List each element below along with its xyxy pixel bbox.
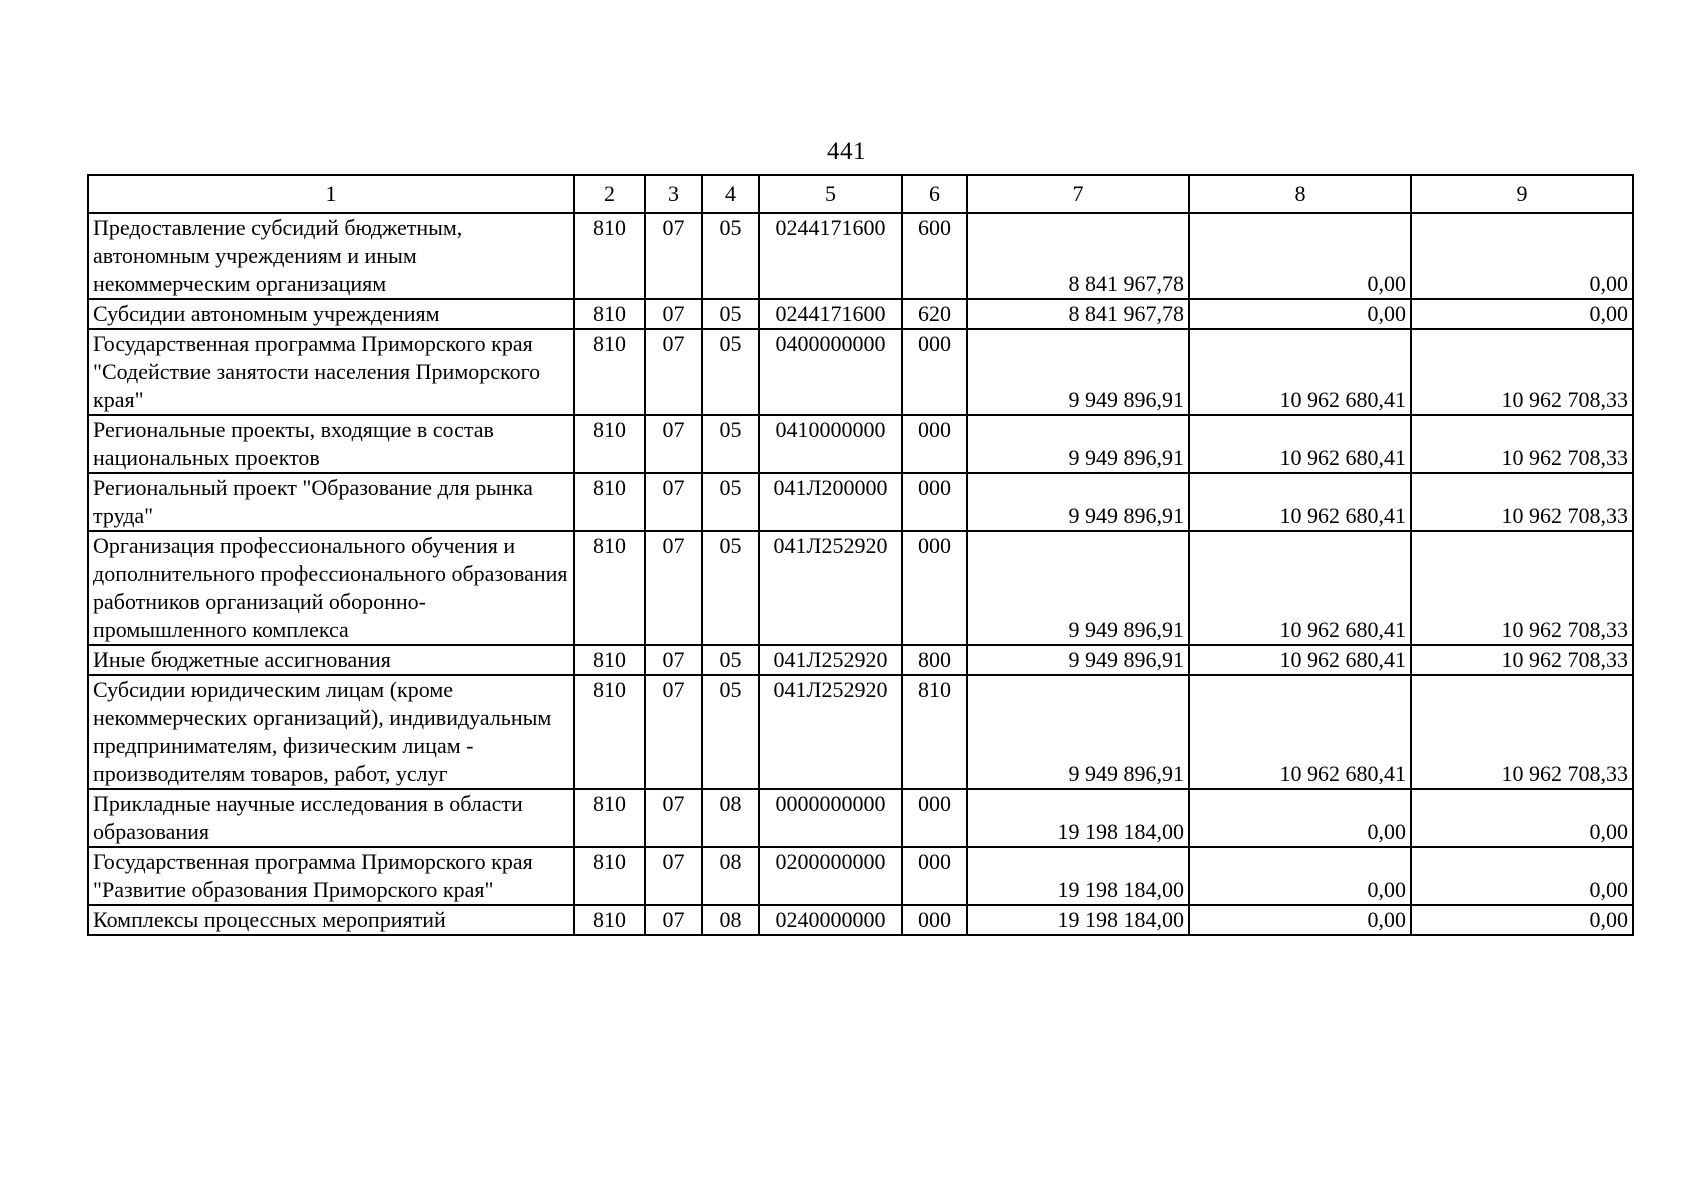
amount-cell: 9 949 896,91 <box>967 473 1189 531</box>
amount-cell: 9 949 896,91 <box>967 329 1189 415</box>
code-cell: 000 <box>902 847 967 905</box>
table-row <box>88 299 1633 329</box>
amount-cell: 10 962 708,33 <box>1411 531 1633 645</box>
amount-cell: 0,00 <box>1189 299 1411 329</box>
amount-cell: 10 962 680,41 <box>1189 415 1411 473</box>
code-cell: 05 <box>702 329 759 415</box>
code-cell: 05 <box>702 645 759 675</box>
code-cell: 810 <box>574 531 645 645</box>
table-row <box>88 415 1633 473</box>
amount-cell: 10 962 708,33 <box>1411 473 1633 531</box>
amount-cell: 10 962 680,41 <box>1189 473 1411 531</box>
code-cell: 08 <box>702 905 759 935</box>
table-row <box>88 473 1633 531</box>
row-name: Иные бюджетные ассигнования <box>88 645 574 675</box>
amount-cell: 19 198 184,00 <box>967 905 1189 935</box>
code-cell: 041Л252920 <box>759 531 902 645</box>
code-cell: 620 <box>902 299 967 329</box>
table-row <box>88 329 1633 415</box>
column-header: 4 <box>702 175 759 213</box>
amount-cell: 8 841 967,78 <box>967 213 1189 299</box>
amount-cell: 10 962 708,33 <box>1411 415 1633 473</box>
code-cell: 800 <box>902 645 967 675</box>
amount-cell: 19 198 184,00 <box>967 789 1189 847</box>
row-name: Прикладные научные исследования в области образования <box>88 789 574 847</box>
code-cell: 041Л252920 <box>759 645 902 675</box>
code-cell: 07 <box>645 415 702 473</box>
table-row <box>88 645 1633 675</box>
column-header: 1 <box>88 175 574 213</box>
amount-cell: 0,00 <box>1189 905 1411 935</box>
code-cell: 000 <box>902 531 967 645</box>
code-cell: 000 <box>902 905 967 935</box>
column-header: 2 <box>574 175 645 213</box>
amount-cell: 9 949 896,91 <box>967 415 1189 473</box>
page-number: 441 <box>827 138 866 165</box>
code-cell: 0244171600 <box>759 299 902 329</box>
code-cell: 05 <box>702 473 759 531</box>
code-cell: 810 <box>574 213 645 299</box>
column-header: 6 <box>902 175 967 213</box>
column-header: 7 <box>967 175 1189 213</box>
code-cell: 08 <box>702 847 759 905</box>
amount-cell: 9 949 896,91 <box>967 531 1189 645</box>
amount-cell: 10 962 680,41 <box>1189 531 1411 645</box>
table-row <box>88 905 1633 935</box>
code-cell: 07 <box>645 329 702 415</box>
row-name: Предоставление субсидий бюджетным, автономным учреждениям и иным некоммерческим организациям <box>88 213 574 299</box>
code-cell: 810 <box>574 415 645 473</box>
code-cell: 05 <box>702 675 759 789</box>
code-cell: 05 <box>702 213 759 299</box>
table-row <box>88 213 1633 299</box>
code-cell: 000 <box>902 415 967 473</box>
column-header: 5 <box>759 175 902 213</box>
code-cell: 810 <box>574 847 645 905</box>
amount-cell: 10 962 680,41 <box>1189 329 1411 415</box>
code-cell: 0000000000 <box>759 789 902 847</box>
code-cell: 600 <box>902 213 967 299</box>
code-cell: 07 <box>645 675 702 789</box>
column-header: 3 <box>645 175 702 213</box>
code-cell: 0410000000 <box>759 415 902 473</box>
budget-table <box>87 174 1634 936</box>
table-row <box>88 531 1633 645</box>
table-row <box>88 675 1633 789</box>
row-name: Региональный проект "Образование для рынка труда" <box>88 473 574 531</box>
code-cell: 810 <box>574 675 645 789</box>
code-cell: 810 <box>574 299 645 329</box>
amount-cell: 10 962 708,33 <box>1411 675 1633 789</box>
amount-cell: 0,00 <box>1411 789 1633 847</box>
code-cell: 05 <box>702 415 759 473</box>
code-cell: 810 <box>902 675 967 789</box>
code-cell: 0200000000 <box>759 847 902 905</box>
amount-cell: 0,00 <box>1189 847 1411 905</box>
code-cell: 041Л252920 <box>759 675 902 789</box>
amount-cell: 10 962 708,33 <box>1411 329 1633 415</box>
table-row <box>88 847 1633 905</box>
amount-cell: 0,00 <box>1189 213 1411 299</box>
amount-cell: 0,00 <box>1411 299 1633 329</box>
column-header: 9 <box>1411 175 1633 213</box>
code-cell: 07 <box>645 213 702 299</box>
amount-cell: 0,00 <box>1411 213 1633 299</box>
code-cell: 07 <box>645 299 702 329</box>
table-row <box>88 789 1633 847</box>
row-name: Комплексы процессных мероприятий <box>88 905 574 935</box>
header-row <box>88 175 1633 213</box>
code-cell: 810 <box>574 473 645 531</box>
row-name: Организация профессионального обучения и дополнительного профессионального образования работников организаций оборонно-промышленного комплекса <box>88 531 574 645</box>
amount-cell: 19 198 184,00 <box>967 847 1189 905</box>
amount-cell: 9 949 896,91 <box>967 675 1189 789</box>
code-cell: 810 <box>574 645 645 675</box>
code-cell: 810 <box>574 789 645 847</box>
column-header: 8 <box>1189 175 1411 213</box>
amount-cell: 9 949 896,91 <box>967 645 1189 675</box>
code-cell: 000 <box>902 329 967 415</box>
code-cell: 810 <box>574 329 645 415</box>
row-name: Государственная программа Приморского края "Содействие занятости населения Приморского края" <box>88 329 574 415</box>
code-cell: 0240000000 <box>759 905 902 935</box>
code-cell: 05 <box>702 299 759 329</box>
code-cell: 07 <box>645 789 702 847</box>
code-cell: 07 <box>645 531 702 645</box>
amount-cell: 10 962 708,33 <box>1411 645 1633 675</box>
amount-cell: 10 962 680,41 <box>1189 675 1411 789</box>
code-cell: 041Л200000 <box>759 473 902 531</box>
row-name: Региональные проекты, входящие в состав национальных проектов <box>88 415 574 473</box>
code-cell: 08 <box>702 789 759 847</box>
amount-cell: 0,00 <box>1189 789 1411 847</box>
code-cell: 000 <box>902 789 967 847</box>
code-cell: 000 <box>902 473 967 531</box>
code-cell: 0244171600 <box>759 213 902 299</box>
row-name: Субсидии автономным учреждениям <box>88 299 574 329</box>
code-cell: 07 <box>645 473 702 531</box>
row-name: Государственная программа Приморского края "Развитие образования Приморского края" <box>88 847 574 905</box>
code-cell: 05 <box>702 531 759 645</box>
code-cell: 07 <box>645 847 702 905</box>
amount-cell: 10 962 680,41 <box>1189 645 1411 675</box>
row-name: Субсидии юридическим лицам (кроме некоммерческих организаций), индивидуальным предпринимателям, физическим лицам - производителям товаров, работ, услуг <box>88 675 574 789</box>
amount-cell: 0,00 <box>1411 847 1633 905</box>
code-cell: 07 <box>645 645 702 675</box>
code-cell: 0400000000 <box>759 329 902 415</box>
code-cell: 07 <box>645 905 702 935</box>
amount-cell: 0,00 <box>1411 905 1633 935</box>
amount-cell: 8 841 967,78 <box>967 299 1189 329</box>
code-cell: 810 <box>574 905 645 935</box>
